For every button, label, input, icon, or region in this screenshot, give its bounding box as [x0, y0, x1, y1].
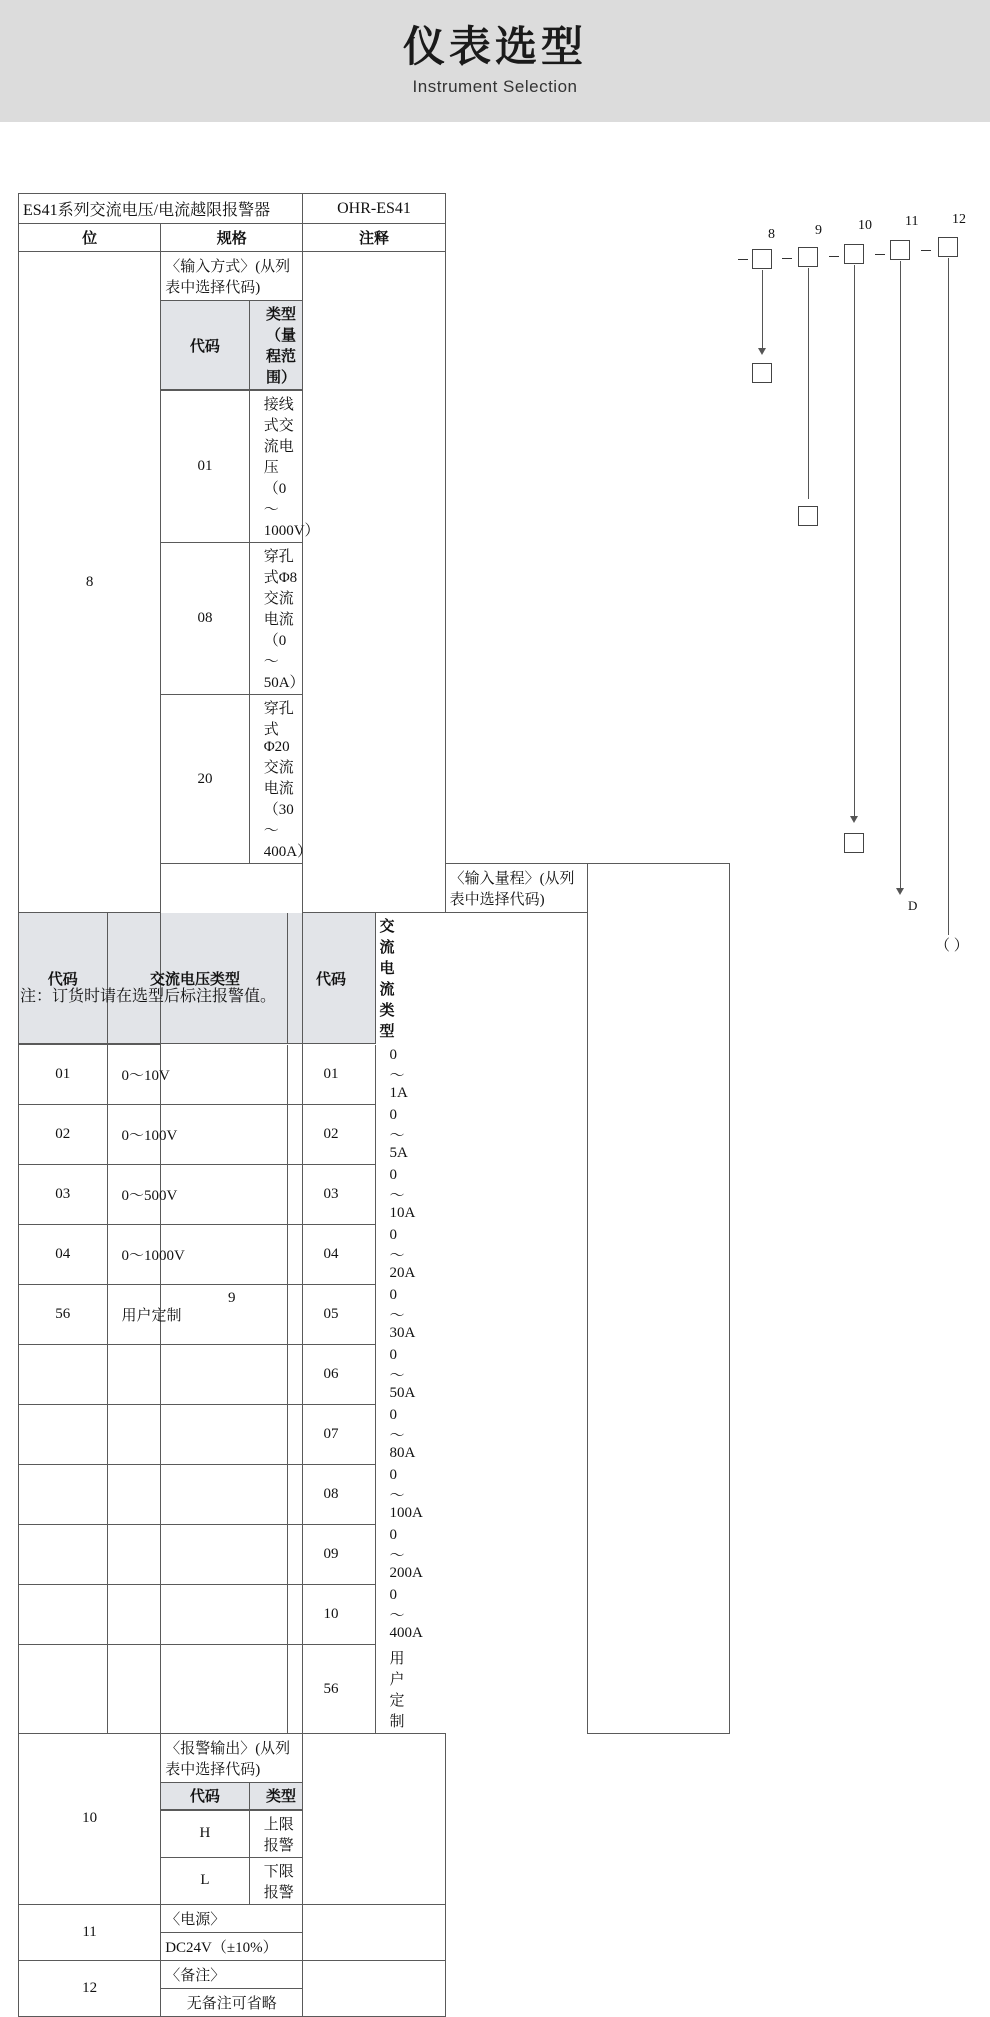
model-code-diagram	[730, 122, 990, 1021]
table-row	[161, 1857, 302, 1904]
selection-sheet	[0, 122, 990, 2012]
section-10-row	[19, 1734, 730, 1783]
sub-header-code: 代码	[161, 301, 249, 390]
header-position: 位	[19, 224, 161, 252]
section-10-position: 10	[19, 1734, 161, 1905]
section-10-note	[303, 1734, 445, 1905]
section-12-note	[303, 1960, 445, 2016]
row-type: 接线式交流电压（0～1000V）	[249, 391, 302, 543]
row-type-voltage	[107, 1465, 287, 1525]
row-code-voltage	[19, 1465, 107, 1525]
row-code-voltage	[19, 1585, 107, 1645]
header-spec: 规格	[161, 224, 303, 252]
code-number-11: 11	[905, 214, 919, 229]
row-code-current: 08	[287, 1465, 375, 1525]
row-code-voltage: 01	[19, 1045, 107, 1105]
header-note: 注释	[303, 224, 445, 252]
table-header-row	[19, 224, 730, 252]
target-box-8[interactable]	[752, 363, 772, 383]
section-12-position: 12	[19, 1960, 161, 2016]
row-code-voltage: 56	[19, 1285, 107, 1345]
code-number-9: 9	[815, 223, 822, 238]
table-row: 03 0～500V 03 0～10A	[19, 1165, 375, 1225]
table-row	[161, 1811, 302, 1858]
row-code: L	[161, 1857, 249, 1904]
sub-header-code-voltage: 代码	[19, 913, 107, 1044]
row-type: 无备注可省略	[161, 1988, 303, 2016]
section-12-title: 〈备注〉	[161, 1960, 303, 1988]
code-number-10: 10	[858, 218, 872, 233]
section-9-title: 〈输入量程〉(从列表中选择代码)	[445, 864, 587, 913]
table-row: 07 0～80A	[19, 1405, 375, 1465]
row-code-current: 02	[287, 1105, 375, 1165]
table-row: 02 0～100V 02 0～5A	[19, 1105, 375, 1165]
row-type: 穿孔式Φ20交流电流（30～400A）	[249, 695, 302, 864]
section-8-position: 8	[19, 252, 161, 913]
row-type-voltage: 用户定制	[107, 1285, 287, 1345]
table-row: 06 0～50A	[19, 1345, 375, 1405]
table-row	[161, 695, 302, 864]
footnote: 注：订货时请在选型后标注报警值。	[20, 988, 277, 1005]
selection-table	[18, 193, 730, 2017]
row-code-current: 01	[287, 1045, 375, 1105]
model-code: OHR-ES41	[303, 194, 445, 224]
row-code-voltage	[19, 1645, 107, 1734]
section-8-row	[19, 252, 730, 301]
section-8-subheader	[161, 301, 303, 391]
section-8-title: 〈输入方式〉(从列表中选择代码)	[161, 252, 303, 301]
page-title: 仪表选型	[402, 24, 587, 71]
section-11-row	[19, 1904, 730, 1932]
row-code-current: 10	[287, 1585, 375, 1645]
table-row	[161, 543, 302, 695]
row-type: DC24V（±10%）	[161, 1932, 303, 1960]
page-subtitle: Instrument Selection	[412, 77, 578, 97]
row-code-current: 04	[287, 1225, 375, 1285]
row-code-voltage	[19, 1405, 107, 1465]
row-code-current: 56	[287, 1645, 375, 1734]
pointer-line-10	[854, 265, 855, 818]
section-12-row	[19, 1960, 730, 1988]
row-code: 01	[161, 391, 249, 543]
code-slot-10[interactable]	[844, 244, 864, 264]
section-9-subheader: 代码 交流电压类型 代码 交流电流类型	[19, 913, 161, 1045]
row-type: 穿孔式Φ8交流电流（0～50A）	[249, 543, 302, 695]
row-code-voltage: 02	[19, 1105, 107, 1165]
section-11-position: 11	[19, 1904, 161, 1960]
row-type-voltage	[107, 1645, 287, 1734]
sub-header-code: 代码	[161, 1783, 249, 1809]
table-row: 56 用户定制	[19, 1645, 375, 1734]
pointer-arrow-11	[896, 888, 904, 895]
row-code-current: 09	[287, 1525, 375, 1585]
table-row	[161, 391, 302, 543]
code-slot-9[interactable]	[798, 247, 818, 267]
row-code: H	[161, 1811, 249, 1858]
target-box-10[interactable]	[844, 833, 864, 853]
section-9-position: 9	[161, 864, 303, 1734]
row-code-current: 07	[287, 1405, 375, 1465]
table-row: 10 0～400A	[19, 1585, 375, 1645]
sub-header-voltage-type: 交流电压类型	[107, 913, 287, 1044]
code-separator-3	[829, 256, 839, 257]
code-slot-11[interactable]	[890, 240, 910, 260]
row-type-voltage: 0～500V	[107, 1165, 287, 1225]
row-type-voltage	[107, 1345, 287, 1405]
code-separator-2	[782, 258, 792, 259]
series-title: ES41系列交流电压/电流越限报警器	[19, 194, 303, 224]
section-10-subheader	[161, 1783, 303, 1811]
row-type-voltage	[107, 1405, 287, 1465]
code-value-11: D	[908, 898, 918, 913]
code-slot-12[interactable]	[938, 237, 958, 257]
pointer-arrow-8	[758, 348, 766, 355]
sub-header-type: 类型	[249, 1783, 302, 1809]
code-slot-8[interactable]	[752, 249, 772, 269]
section-9-rows	[19, 1045, 423, 1734]
row-code-current: 05	[287, 1285, 375, 1345]
pointer-line-11	[900, 261, 901, 891]
row-type-voltage: 0～100V	[107, 1105, 287, 1165]
row-code-voltage: 04	[19, 1225, 107, 1285]
row-code: 08	[161, 543, 249, 695]
pointer-line-8	[762, 270, 763, 349]
section-11-note	[303, 1904, 445, 1960]
code-separator-4	[875, 254, 885, 255]
page-banner	[0, 0, 990, 122]
section-11-title: 〈电源〉	[161, 1904, 303, 1932]
section-10-rows	[161, 1810, 303, 1904]
section-9-note	[587, 864, 729, 1734]
row-type-voltage: 0～10V	[107, 1045, 287, 1105]
code-number-12: 12	[952, 212, 966, 227]
row-code: 20	[161, 695, 249, 864]
section-8-note	[303, 252, 445, 913]
table-row: 04 0～1000V 04 0～20A	[19, 1225, 375, 1285]
row-code-voltage	[19, 1525, 107, 1585]
section-8-rows	[161, 391, 320, 864]
row-type-voltage	[107, 1525, 287, 1585]
row-code-current: 03	[287, 1165, 375, 1225]
row-code-voltage	[19, 1345, 107, 1405]
row-type: 上限报警	[249, 1811, 302, 1858]
code-separator-5	[921, 250, 931, 251]
code-value-12: （ ）	[935, 938, 969, 954]
row-type: 下限报警	[249, 1857, 302, 1904]
table-row: 01 0～10V 01 0～1A	[19, 1045, 375, 1105]
target-box-9[interactable]	[798, 506, 818, 526]
table-row: 09 0～200A	[19, 1525, 375, 1585]
row-code-current: 06	[287, 1345, 375, 1405]
sub-header-code-current: 代码	[287, 913, 375, 1044]
code-number-8: 8	[768, 227, 775, 242]
row-type-voltage: 0～1000V	[107, 1225, 287, 1285]
code-separator-1	[738, 259, 748, 260]
section-10-title: 〈报警输出〉(从列表中选择代码)	[161, 1734, 303, 1783]
row-type-voltage	[107, 1585, 287, 1645]
table-row: 56 用户定制 05 0～30A	[19, 1285, 375, 1345]
table-row: 08 0～100A	[19, 1465, 375, 1525]
pointer-arrow-10	[850, 816, 858, 823]
row-code-voltage: 03	[19, 1165, 107, 1225]
table-title-row	[19, 194, 730, 224]
pointer-line-9	[808, 268, 809, 499]
sub-header-type: 类型（量程范围）	[249, 301, 302, 390]
pointer-line-12	[948, 258, 949, 935]
